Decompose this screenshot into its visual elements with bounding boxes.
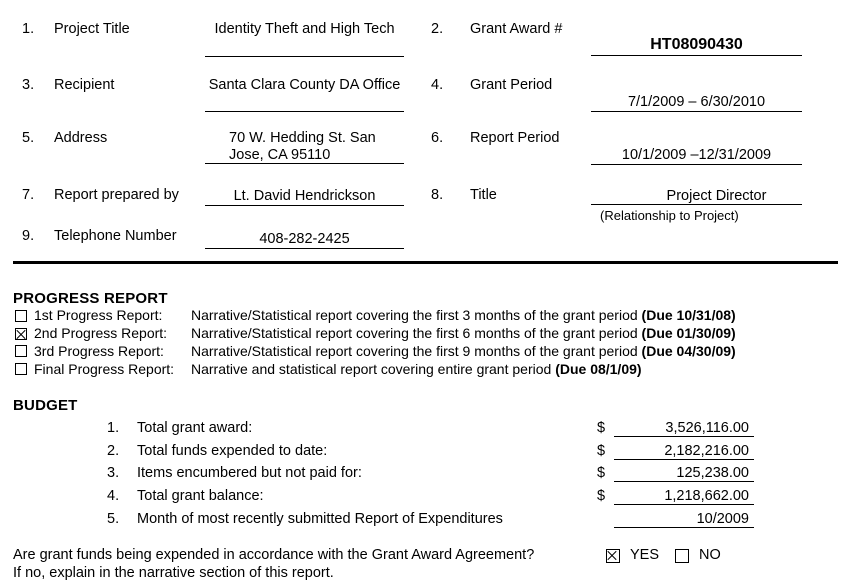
budget-amount: 1,218,662.00 — [614, 488, 754, 505]
grant-award-number-value: HT08090430 — [591, 36, 802, 56]
progress-report-heading: PROGRESS REPORT — [13, 290, 168, 307]
report-period-value: 10/1/2009 –12/31/2009 — [591, 147, 802, 165]
progress-item-desc — [191, 325, 736, 341]
field-label: Grant Period — [470, 77, 553, 93]
progress-item-text: Narrative and statistical report covering entire grant period — [191, 361, 552, 377]
progress-item-due: (Due 04/30/09) — [641, 343, 736, 359]
no-label: NO — [699, 547, 721, 563]
field-number: 1. — [22, 21, 35, 37]
title-sublabel: (Relationship to Project) — [600, 208, 739, 223]
field-label: Project Title — [54, 21, 130, 37]
field-number: 6. — [431, 130, 444, 146]
field-label: Report Period — [470, 130, 560, 146]
budget-amount: 3,526,116.00 — [614, 420, 754, 437]
progress-item-label: Final Progress Report: — [34, 361, 175, 377]
progress-item-text: Narrative/Statistical report covering the first 6 months of the grant period — [191, 325, 638, 341]
field-number: 5. — [22, 130, 35, 146]
field-number: 7. — [22, 187, 35, 203]
budget-heading: BUDGET — [13, 397, 78, 414]
progress-item-text: Narrative/Statistical report covering the first 9 months of the grant period — [191, 343, 638, 359]
progress-item-due: (Due 01/30/09) — [641, 325, 736, 341]
telephone-value: 408-282-2425 — [205, 231, 404, 249]
budget-number: 3. — [107, 465, 120, 481]
progress-final-checkbox[interactable] — [15, 363, 27, 375]
field-number: 9. — [22, 228, 35, 244]
yes-label: YES — [630, 547, 660, 563]
compliance-note: If no, explain in the narrative section of this report. — [13, 565, 334, 581]
field-number: 2. — [431, 21, 444, 37]
field-number: 8. — [431, 187, 444, 203]
budget-number: 5. — [107, 511, 120, 527]
field-number: 3. — [22, 77, 35, 93]
progress-item-label: 1st Progress Report: — [34, 307, 163, 323]
budget-label: Month of most recently submitted Report of Expenditures — [137, 511, 503, 527]
progress-item-text: Narrative/Statistical report covering the first 3 months of the grant period — [191, 307, 638, 323]
budget-amount: 2,182,216.00 — [614, 443, 754, 460]
currency-symbol: $ — [597, 443, 606, 459]
budget-label: Total funds expended to date: — [137, 443, 328, 459]
report-prepared-by-value: Lt. David Hendrickson — [205, 188, 404, 206]
recipient-value: Santa Clara County DA Office — [205, 77, 404, 112]
yes-checkbox[interactable] — [606, 549, 620, 563]
budget-label: Total grant award: — [137, 420, 253, 436]
field-label: Report prepared by — [54, 187, 179, 203]
no-checkbox[interactable] — [675, 549, 689, 563]
progress-item-due: (Due 08/1/09) — [555, 361, 642, 377]
budget-number: 4. — [107, 488, 120, 504]
budget-label: Items encumbered but not paid for: — [137, 465, 362, 481]
field-label: Grant Award # — [470, 21, 563, 37]
field-label: Telephone Number — [54, 228, 177, 244]
field-label: Address — [54, 130, 108, 146]
currency-symbol: $ — [597, 465, 606, 481]
progress-1st-checkbox[interactable] — [15, 310, 27, 322]
progress-item-label: 2nd Progress Report: — [34, 325, 168, 341]
compliance-question: Are grant funds being expended in accordance with the Grant Award Agreement? — [13, 547, 535, 563]
currency-symbol: $ — [597, 488, 606, 504]
budget-number: 1. — [107, 420, 120, 436]
progress-item-label: 3rd Progress Report: — [34, 343, 164, 359]
progress-item-due: (Due 10/31/08) — [641, 307, 736, 323]
progress-item-desc — [191, 343, 736, 359]
budget-number: 2. — [107, 443, 120, 459]
title-value: Project Director — [591, 188, 802, 205]
field-number: 4. — [431, 77, 444, 93]
budget-label: Total grant balance: — [137, 488, 264, 504]
section-divider — [13, 261, 838, 264]
budget-amount: 125,238.00 — [614, 465, 754, 482]
progress-2nd-checkbox[interactable] — [15, 328, 27, 340]
field-label: Recipient — [54, 77, 115, 93]
grant-period-value: 7/1/2009 – 6/30/2010 — [591, 94, 802, 112]
field-label: Title — [470, 187, 497, 203]
address-value: 70 W. Hedding St. San Jose, CA 95110 — [205, 130, 404, 164]
currency-symbol: $ — [597, 420, 606, 436]
progress-item-desc — [191, 361, 642, 377]
progress-3rd-checkbox[interactable] — [15, 345, 27, 357]
budget-amount: 10/2009 — [614, 511, 754, 528]
project-title-value: Identity Theft and High Tech — [205, 21, 404, 57]
progress-item-desc — [191, 307, 736, 323]
